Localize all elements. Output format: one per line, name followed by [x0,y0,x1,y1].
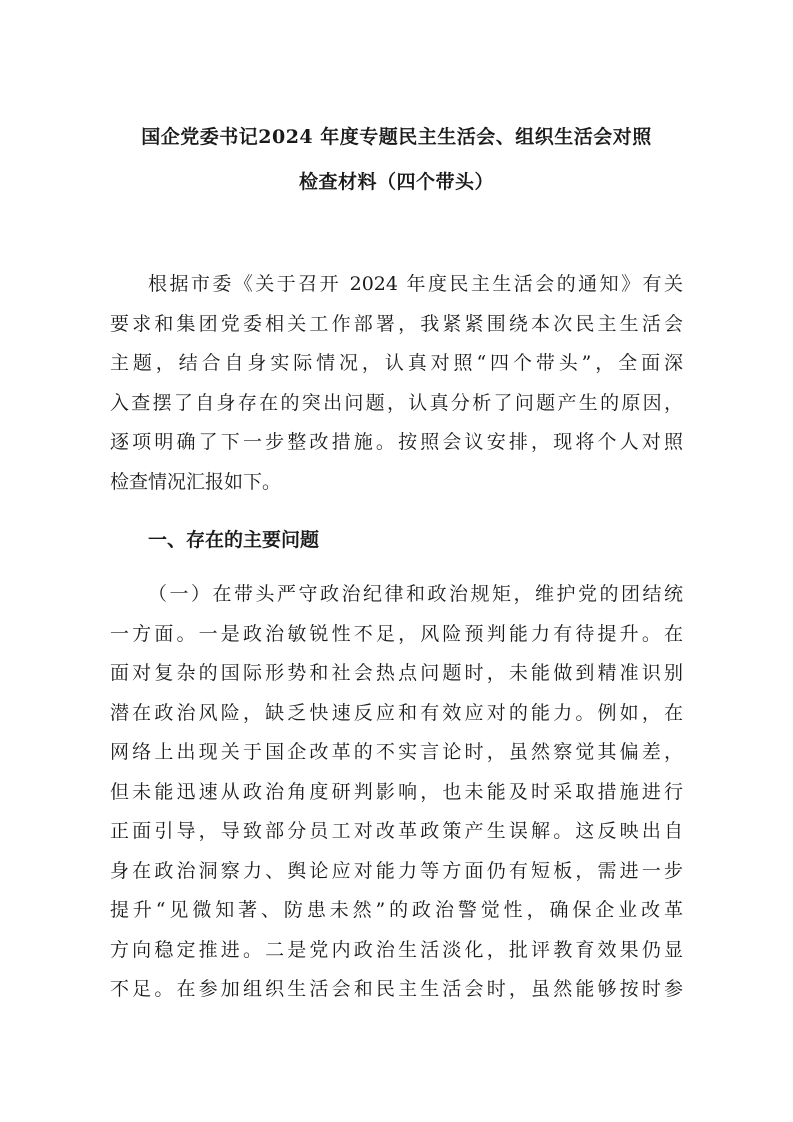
section-paragraph [110,575,683,1010]
intro-paragraph [110,265,683,502]
paragraph-line: 逐项明确了下一步整改措施。按照会议安排，现将个人对照 [110,431,683,453]
paragraph-line: 提升“见微知著、防患未然”的政治警觉性，确保企业改革 [110,899,683,921]
document-title-line-2: 检查材料（四个带头） [298,171,494,193]
paragraph-line: 根据市委《关于召开 2024 年度民主生活会的通知》有关 [148,273,683,295]
paragraph-line: 一方面。一是政治敏锐性不足，风险预判能力有待提升。在 [110,622,683,645]
paragraph-line: 入查摆了自身存在的突出问题，认真分析了问题产生的原因， [110,391,683,414]
paragraph-line: 身在政治洞察力、舆论应对能力等方面仍有短板，需进一步 [110,859,683,882]
paragraph-line: 潜在政治风险，缺乏快速反应和有效应对的能力。例如，在 [110,701,683,724]
document-title-line-1: 国企党委书记2024 年度专题民主生活会、组织生活会对照 [141,126,652,148]
paragraph-line: 网络上出现关于国企改革的不实言论时，虽然察觉其偏差， [110,741,683,763]
paragraph-line: 不足。在参加组织生活会和民主生活会时，虽然能够按时参 [110,978,683,1000]
paragraph-line: 要求和集团党委相关工作部署，我紧紧围绕本次民主生活会 [110,312,683,335]
paragraph-line: 面对复杂的国际形势和社会热点问题时，未能做到精准识别 [110,662,683,684]
paragraph-line: 检查情况汇报如下。 [110,470,282,493]
paragraph-line: 方向稳定推进。二是党内政治生活淡化，批评教育效果仍显 [110,938,683,961]
paragraph-line: （一）在带头严守政治纪律和政治规矩，维护党的团结统 [148,583,683,605]
section-heading: 一、存在的主要问题 [148,529,320,551]
paragraph-line: 但未能迅速从政治角度研判影响，也未能及时采取措施进行 [110,780,683,803]
paragraph-line: 主题，结合自身实际情况，认真对照“四个带头”，全面深 [110,352,683,374]
paragraph-line: 正面引导，导致部分员工对改革政策产生误解。这反映出自 [110,820,683,842]
